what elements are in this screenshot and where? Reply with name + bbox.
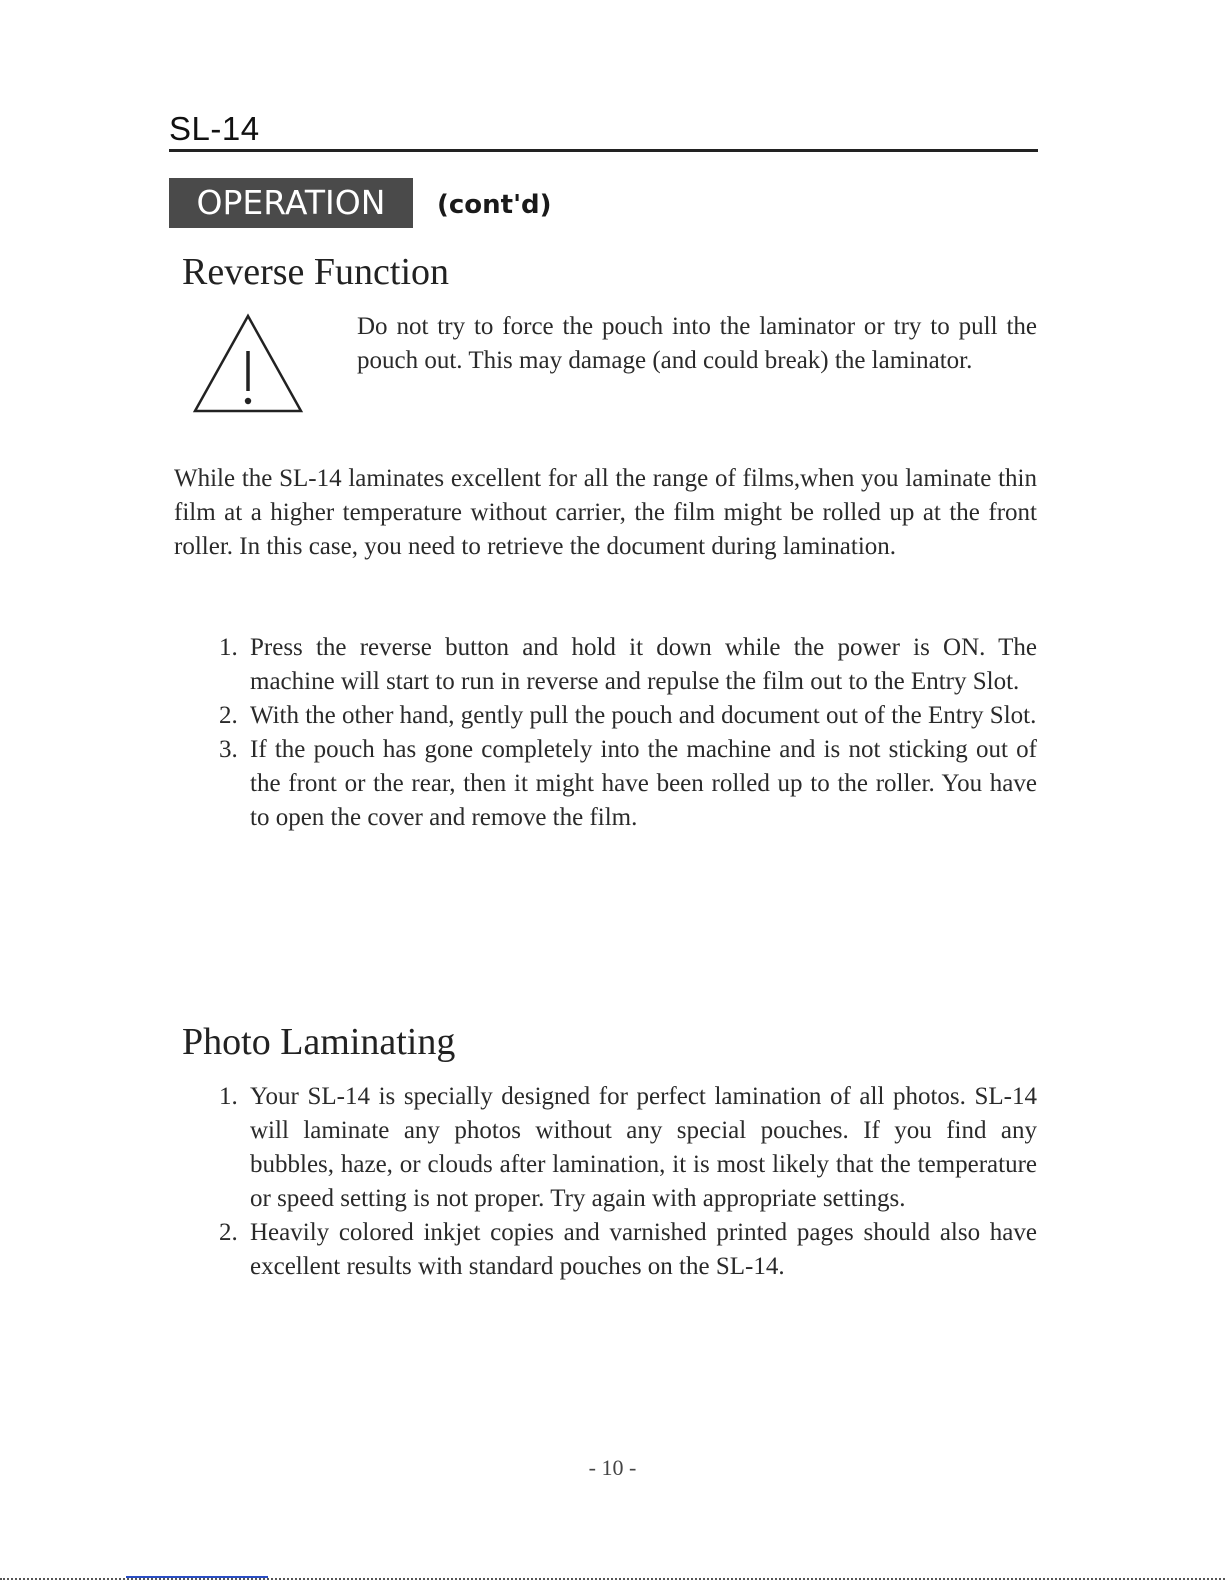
list-item-text: Press the reverse button and hold it down while the power is ON. The machine will start to run in reverse and repulse the film out to the Entry Slot. (250, 634, 1037, 695)
model-title: SL-14 (169, 110, 260, 147)
bottom-link-underline (126, 1576, 268, 1578)
list-item-text: If the pouch has gone completely into the machine and is not sticking out of the front or the rear, then it might have been rolled up to the roller. You have to open the cover and remove the film. (250, 736, 1037, 831)
header-rule (169, 149, 1038, 152)
reverse-intro-paragraph: While the SL-14 laminates excellent for all the range of films,when you laminate thin film at a higher temperature without carrier, the film might be rolled up at the front roller. In this case, you need to retrieve the document during lamination. (174, 465, 1037, 560)
list-item (219, 631, 1037, 699)
bottom-dotted-border (0, 1578, 1225, 1580)
list-item-text: Heavily colored inkjet copies and varnished printed pages should also have excellent results with standard pouches on the SL-14. (250, 1219, 1037, 1280)
list-item-number: 3. (219, 736, 238, 763)
list-item (219, 733, 1037, 835)
list-item-text: With the other hand, gently pull the pouch and document out of the Entry Slot. (250, 702, 1037, 729)
photo-laminating-heading: Photo Laminating (182, 1021, 456, 1063)
photo-steps-list (219, 1080, 1037, 1284)
reverse-steps-list (219, 631, 1037, 835)
warning-text: Do not try to force the pouch into the laminator or try to pull the pouch out. This may damage (and could break) the laminator. (357, 313, 1037, 374)
warning-triangle-icon (192, 313, 304, 414)
list-item (219, 699, 1037, 733)
list-item-text: Your SL-14 is specially designed for perfect lamination of all photos. SL-14 will laminate any photos without any special pouches. If you find any bubbles, haze, or clouds after lamination, it is most likely that the temperature or speed setting is not proper. Try again with appropriate settings. (250, 1083, 1037, 1212)
operation-badge: OPERATION (169, 178, 413, 228)
contd-label: (cont'd) (437, 190, 552, 220)
list-item (219, 1216, 1037, 1284)
page-number: - 10 - (588, 1455, 637, 1480)
list-item-number: 1. (219, 634, 238, 661)
reverse-function-heading: Reverse Function (182, 251, 450, 293)
list-item-number: 2. (219, 1219, 238, 1246)
list-item-number: 1. (219, 1083, 238, 1110)
list-item-number: 2. (219, 702, 238, 729)
list-item (219, 1080, 1037, 1216)
